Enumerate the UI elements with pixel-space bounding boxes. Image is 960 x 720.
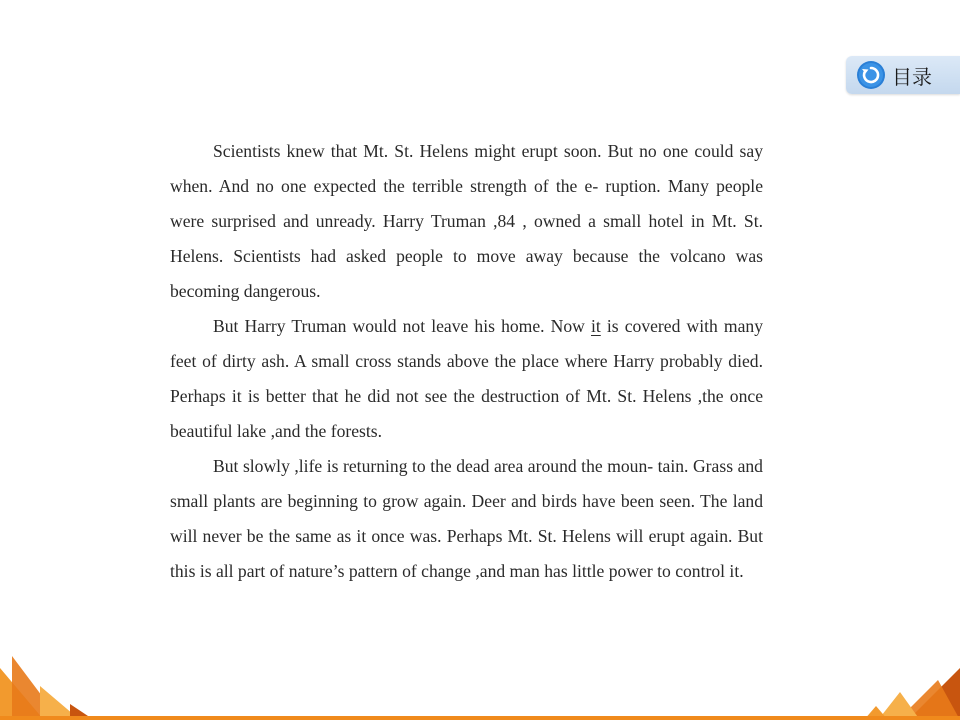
article-text: [170, 134, 763, 589]
text-line-start: But Harry Truman would not leave his home. Now: [213, 316, 591, 336]
footer-bar: [0, 716, 960, 720]
text-line: Perhaps Mt. St. Helens will erupt again. But this is all part of nature’s: [170, 526, 763, 581]
text-line: move away because the volcano was becoming dangerous.: [170, 246, 763, 301]
text-line: destruction of Mt. St. Helens ,the once beautiful lake ,and the forests.: [170, 386, 764, 441]
decorative-triangles-right: [860, 668, 960, 720]
text-line: with many feet of dirty ash. A small cross stands above the place: [170, 316, 763, 371]
text-line: owned a small hotel in Mt. St. Helens. Scientists had asked people to: [170, 211, 763, 266]
decorative-triangles-left: [0, 656, 100, 720]
table-of-contents-button[interactable]: [846, 56, 960, 94]
table-of-contents-label: 目录: [892, 64, 932, 89]
text-line: Scientists knew that Mt. St. Helens might erupt soon. But no one: [213, 141, 689, 161]
text-line: where Harry probably died. Perhaps it is better that he did not see the: [170, 351, 763, 406]
text-line: But slowly ,life is returning to the dead area around the moun-: [213, 456, 654, 476]
paragraph-1: [170, 134, 763, 309]
text-line: pattern of change ,and man has little power to control it.: [348, 561, 744, 581]
text-line: ruption. Many people were surprised and unready. Harry Truman ,84 ,: [170, 176, 763, 231]
text-line: birds have been seen. The land will never be the same as it once was.: [170, 491, 763, 546]
text-line: could say when. And no one expected the terrible strength of the e-: [170, 141, 763, 196]
refresh-circle-icon: [856, 60, 886, 90]
underlined-word: it: [590, 316, 601, 336]
paragraph-3: [170, 449, 763, 589]
text-line: tain. Grass and small plants are beginning to grow again. Deer and: [170, 456, 763, 511]
paragraph-2: [170, 309, 763, 449]
text-line-end: is covered: [600, 316, 681, 336]
